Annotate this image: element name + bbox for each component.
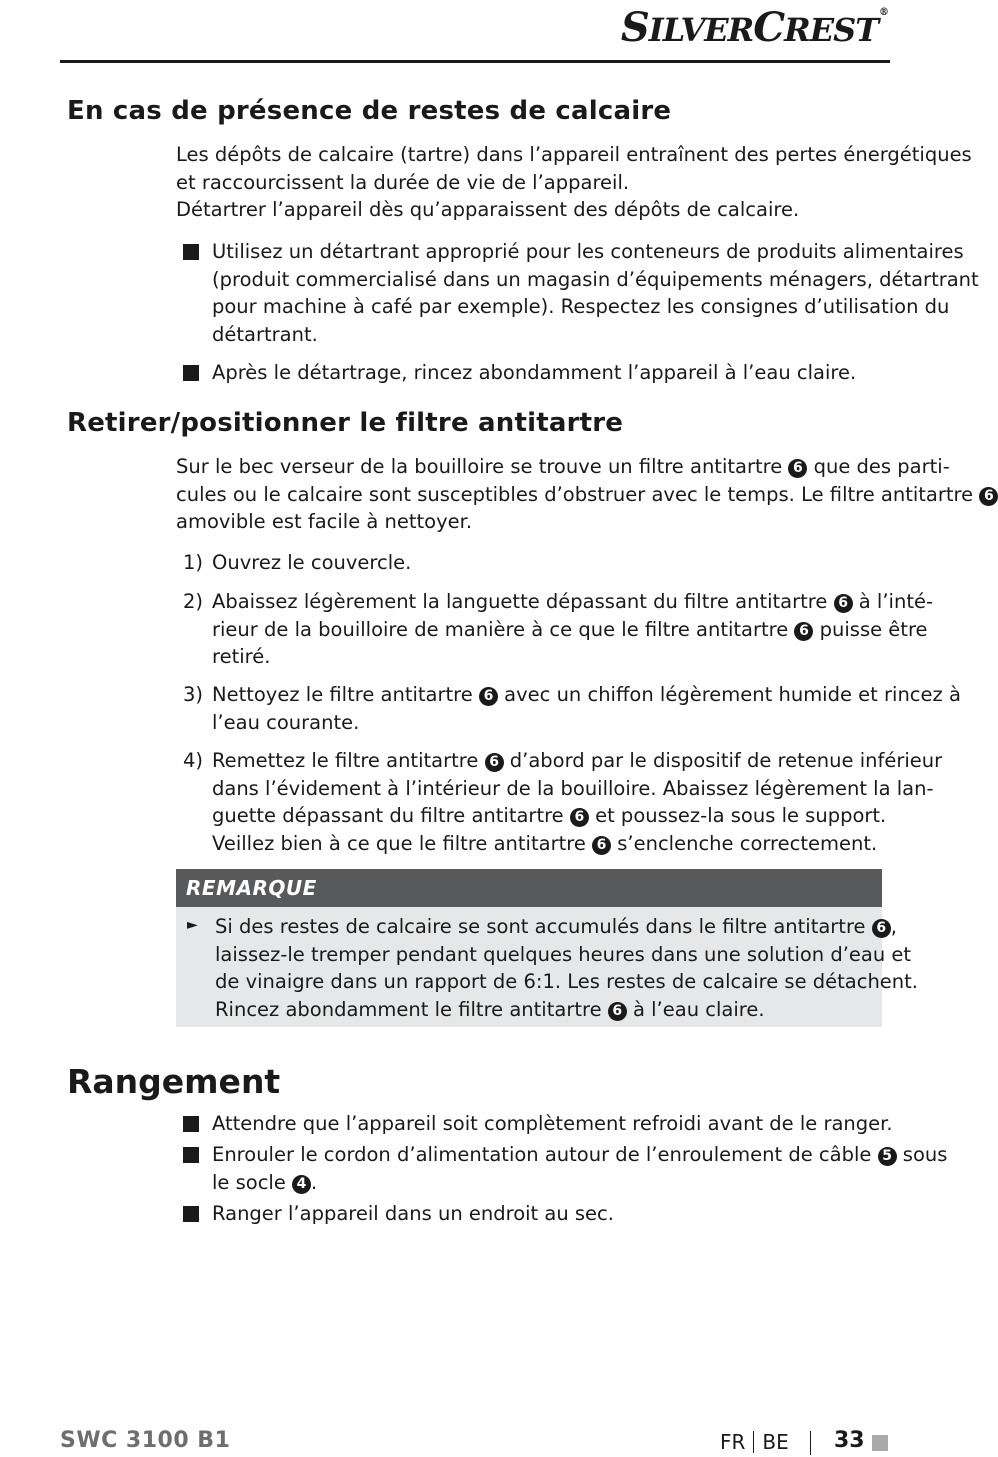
note-header: REMARQUE xyxy=(176,869,882,907)
ref-6-icon: 6 xyxy=(479,687,498,706)
ref-6-icon: 6 xyxy=(794,622,813,641)
page-marker-icon xyxy=(872,1435,888,1451)
brand-logo: SILVERCREST® xyxy=(620,4,888,51)
bullet-square-icon xyxy=(183,1147,199,1163)
footer-model: SWC 3100 B1 xyxy=(60,1428,231,1453)
arrow-right-icon: ► xyxy=(187,917,198,933)
ref-6-icon: 6 xyxy=(834,594,853,613)
section-title-rangement: Rangement xyxy=(67,1062,281,1101)
ref-4-icon: 4 xyxy=(292,1175,311,1194)
bullet-square-icon xyxy=(183,1206,199,1222)
footer-language: FR BE xyxy=(720,1430,789,1454)
ref-6-icon: 6 xyxy=(592,836,611,855)
section1-intro: Les dépôts de calcaire (tartre) dans l’appareil entraînent des pertes énergétiques et raccourcissent la durée de vie de l’appareil. Détartrer l’appareil dès qu’apparaissent des dépôts de calcaire. xyxy=(176,143,972,221)
ref-6-icon: 6 xyxy=(872,919,891,938)
ref-6-icon: 6 xyxy=(788,459,807,478)
section-title-filtre: Retirer/positionner le filtre antitartre xyxy=(67,408,624,438)
bullet-square-icon xyxy=(183,244,199,260)
page-number: 33 xyxy=(834,1428,865,1453)
ref-6-icon: 6 xyxy=(979,487,998,506)
ref-6-icon: 6 xyxy=(570,808,589,827)
note-body: ► Si des restes de calcaire se sont accumulés dans le filtre antitartre 6 , laissez-le tremper pendant quelques heures dans une solution d’eau et de vinaigre dans un rapport de 6:1. Les restes de calcaire se détachent. Rincez abondamment le filtre antitartre 6 à l’eau claire. xyxy=(176,907,882,1027)
ref-6-icon: 6 xyxy=(608,1002,627,1021)
section-title-calcaire: En cas de présence de restes de calcaire xyxy=(67,96,672,126)
bullet-square-icon xyxy=(183,1116,199,1132)
header-rule xyxy=(60,60,890,63)
lang-separator xyxy=(753,1431,754,1453)
ref-5-icon: 5 xyxy=(878,1147,897,1166)
footer-divider xyxy=(810,1431,811,1455)
bullet-square-icon xyxy=(183,365,199,381)
ref-6-icon: 6 xyxy=(485,753,504,772)
section2-intro: Sur le bec verseur de la bouilloire se trouve un filtre antitartre 6 que des parti- cules ou le calcaire sont susceptibles d’obstruer avec le temps. Le filtre antitartre 6 amovible est facile à nettoyer. xyxy=(176,453,886,536)
